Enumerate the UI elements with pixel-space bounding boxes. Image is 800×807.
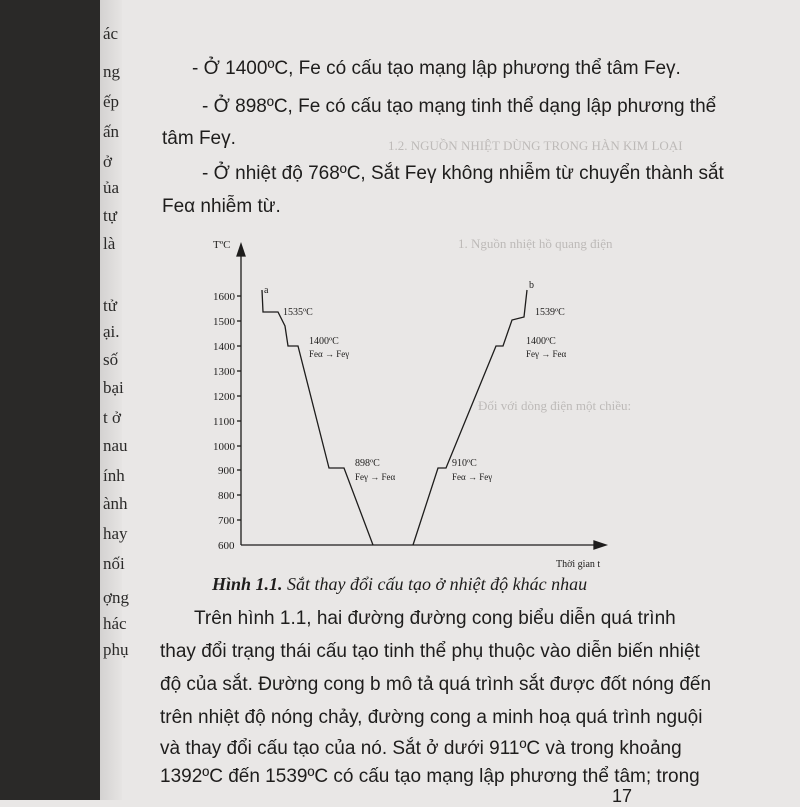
annotation-910: 910ºC — [452, 458, 477, 469]
y-tick-label: 700 — [218, 515, 235, 527]
bleed-through-text: Đối với dòng điện một chiều: — [478, 398, 632, 413]
annotation-1535: 1535ºC — [283, 307, 313, 318]
margin-fragment: ng — [103, 62, 120, 81]
bleed-through-text: 1. Nguồn nhiệt hồ quang điện — [458, 236, 613, 251]
y-tick-label: 1100 — [213, 416, 235, 428]
page-number: 17 — [612, 786, 633, 806]
bleed-through-text: 1.2. NGUỒN NHIỆT DÙNG TRONG HÀN KIM LOẠI — [388, 138, 683, 153]
margin-fragment: hay — [103, 524, 128, 543]
margin-fragment: ở — [103, 152, 112, 171]
annotation-right-1400-transition: Feγ → Feα — [526, 349, 567, 359]
y-tick-label: 1500 — [213, 316, 235, 328]
paragraph-line: độ của sắt. Đường cong b mô tả quá trình sắt được đốt nóng đến — [160, 674, 712, 695]
margin-fragment: t ở — [103, 408, 121, 427]
margin-fragment: ính — [103, 466, 125, 485]
paragraph-line: 1392ºC đến 1539ºC có cấu tạo mạng lập phương thể tâm; trong — [160, 766, 700, 787]
curve-b-label: b — [529, 280, 534, 291]
margin-fragment: là — [103, 234, 116, 253]
annotation-left-1400: 1400ºC — [309, 336, 339, 347]
bullet-line: tâm Feγ. — [162, 128, 236, 149]
curve-a-label: a — [264, 285, 269, 296]
y-tick-label: 1400 — [213, 341, 235, 353]
y-tick-label: 1000 — [213, 441, 235, 453]
margin-fragment: hác — [103, 614, 127, 633]
figure-caption-number: Hình 1.1. — [212, 574, 283, 594]
annotation-right-1400: 1400ºC — [526, 336, 556, 347]
y-axis-label: TºC — [213, 239, 231, 251]
annotation-898: 898ºC — [355, 458, 380, 469]
y-tick-label: 900 — [218, 465, 235, 477]
margin-fragment: nối — [103, 554, 125, 573]
paragraph-line: thay đổi trạng thái cấu tạo tinh thể phụ thuộc vào diễn biến nhiệt — [160, 641, 700, 662]
y-tick-label: 1600 — [213, 291, 235, 303]
bullet-line: - Ở 1400ºC, Fe có cấu tạo mạng lập phương thể tâm Feγ. — [192, 58, 681, 79]
y-tick-label: 1200 — [213, 391, 235, 403]
margin-fragment: tử — [103, 296, 117, 315]
paragraph-line: trên nhiệt độ nóng chảy, đường cong a minh hoạ quá trình nguội — [160, 707, 703, 728]
margin-fragment: phụ — [103, 640, 129, 659]
body-paragraph — [128, 0, 800, 800]
margin-fragment: bại — [103, 378, 124, 397]
annotation-910-transition: Feα → Feγ — [452, 472, 493, 482]
paragraph-line: và thay đổi cấu tạo của nó. Sắt ở dưới 911ºC và trong khoảng — [160, 738, 682, 759]
margin-fragment: số — [103, 350, 119, 369]
margin-fragment: tự — [103, 206, 117, 225]
margin-fragment: ại. — [103, 322, 120, 341]
annotation-left-1400-transition: Feα → Feγ — [309, 349, 350, 359]
annotation-898-transition: Feγ → Feα — [355, 472, 396, 482]
margin-fragment: ấn — [103, 122, 120, 141]
y-tick-label: 800 — [218, 490, 235, 502]
figure-caption-text: Sắt thay đổi cấu tạo ở nhiệt độ khác nhau — [282, 574, 588, 594]
margin-fragment: nau — [103, 436, 128, 455]
y-tick-label: 1300 — [213, 366, 235, 378]
paragraph-line: Trên hình 1.1, hai đường đường cong biểu diễn quá trình — [194, 608, 676, 629]
margin-fragment: ợng — [103, 588, 129, 607]
x-axis-label: Thời gian t — [556, 559, 601, 570]
y-tick-label: 600 — [218, 540, 235, 552]
margin-fragment: ủa — [103, 178, 120, 197]
bullet-line: - Ở nhiệt độ 768ºC, Sắt Feγ không nhiễm từ chuyển thành sắt — [202, 163, 724, 184]
margin-fragment: ác — [103, 24, 119, 43]
margin-fragment: ếp — [103, 92, 120, 111]
margin-fragment: ành — [103, 494, 128, 513]
annotation-1539: 1539ºC — [535, 307, 565, 318]
bullet-line: Feα nhiễm từ. — [162, 196, 281, 217]
bullet-line: - Ở 898ºC, Fe có cấu tạo mạng tinh thể dạng lập phương thể — [202, 96, 717, 117]
